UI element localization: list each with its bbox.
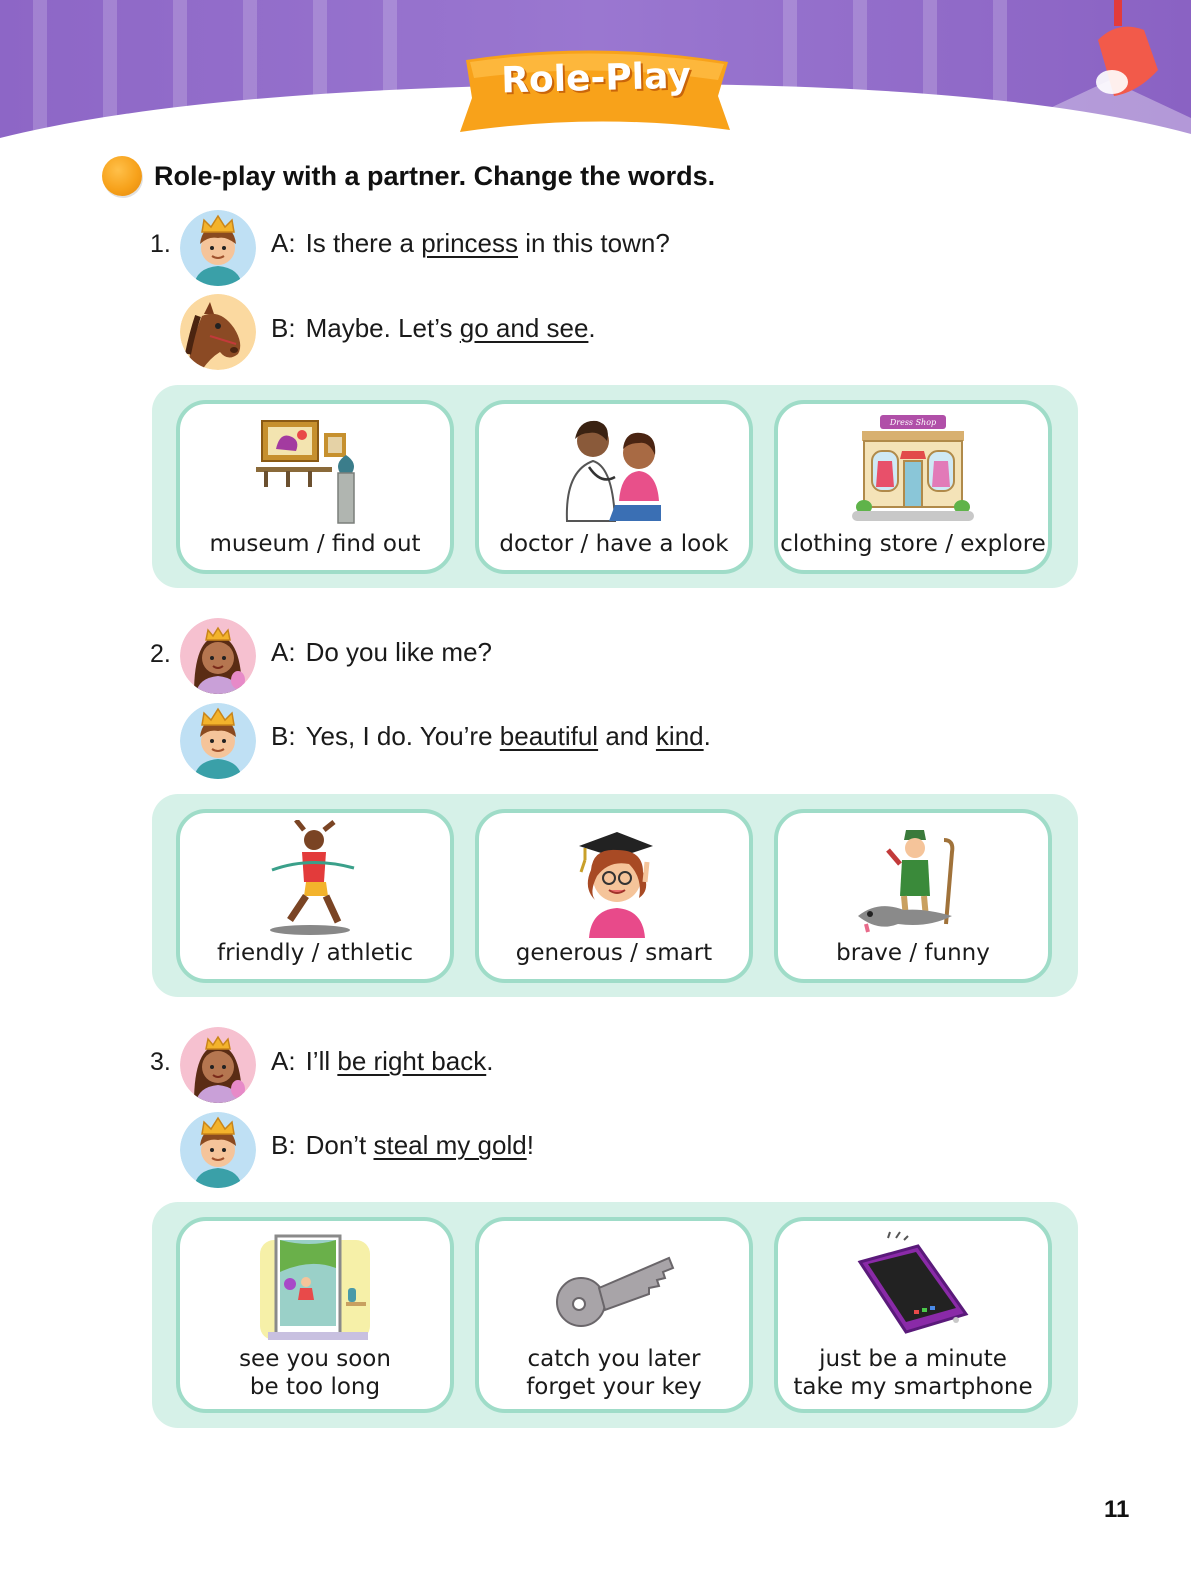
header-banner <box>0 0 1191 150</box>
dialogue-line-a <box>271 637 492 668</box>
dialogue-text: Yes, I do. You’re <box>305 721 500 751</box>
option-caption: catch you later <box>527 1346 701 1372</box>
speaker-label: A: <box>271 637 296 667</box>
option-card <box>475 1217 753 1413</box>
replaceable-word: beautiful <box>499 721 599 751</box>
dialogue-text: Maybe. Let’s <box>305 313 460 343</box>
dialogue-text: . <box>588 313 596 343</box>
dialogue-text: Is there a <box>305 228 422 258</box>
option-card <box>774 400 1052 574</box>
clothing-store-picture <box>778 410 1048 530</box>
word-options-panel <box>152 385 1078 588</box>
orange-bullet-icon <box>102 156 142 196</box>
instruction <box>102 156 715 196</box>
page-number: 11 <box>1104 1496 1130 1523</box>
option-caption: take my smartphone <box>793 1374 1033 1400</box>
word-options-panel <box>152 794 1078 997</box>
replaceable-word: princess <box>421 228 519 258</box>
runner-picture <box>180 819 450 939</box>
window-picture <box>180 1227 450 1347</box>
replaceable-word: steal my gold <box>373 1130 527 1160</box>
dialogue-line-b <box>271 721 711 752</box>
dialogue-text: . <box>703 721 711 751</box>
speaker-label: B: <box>271 313 296 343</box>
speaker-label: A: <box>271 1046 296 1076</box>
option-caption: be too long <box>249 1374 381 1400</box>
option-caption: brave / funny <box>836 940 990 966</box>
spotlight-icon <box>1088 0 1168 110</box>
store-sign-text: Dress Shop <box>889 418 937 427</box>
option-caption: forget your key <box>526 1374 702 1400</box>
option-card <box>774 1217 1052 1413</box>
option-caption: just be a minute <box>819 1346 1007 1372</box>
word-options-panel <box>152 1202 1078 1428</box>
dialogue-text: Don’t <box>305 1130 374 1160</box>
horse-avatar <box>180 294 256 370</box>
speaker-label: B: <box>271 721 296 751</box>
instruction-text: Role-play with a partner. Change the words. <box>154 160 716 191</box>
replaceable-word: kind <box>655 721 704 751</box>
dialogue-line-b <box>271 1130 534 1161</box>
option-card <box>774 809 1052 983</box>
option-card <box>176 809 454 983</box>
princess-avatar <box>180 618 256 694</box>
princess-avatar <box>180 1027 256 1103</box>
graduate-girl-picture <box>479 819 749 939</box>
dialogue-line-b <box>271 313 596 344</box>
option-card <box>176 1217 454 1413</box>
dialogue-line-a <box>271 1046 493 1077</box>
pied-piper-picture <box>778 819 1048 939</box>
option-caption: generous / smart <box>515 940 713 966</box>
option-caption: museum / find out <box>209 531 421 557</box>
dialogue-text: ! <box>526 1130 534 1160</box>
dialogue-text: I’ll <box>305 1046 338 1076</box>
museum-picture <box>180 410 450 530</box>
dialogue-text: and <box>598 721 656 751</box>
page-title: Role-Play <box>500 55 692 102</box>
exercise-number: 3. <box>150 1048 171 1076</box>
option-card <box>176 400 454 574</box>
option-caption: doctor / have a look <box>499 531 729 557</box>
dialogue-text: . <box>486 1046 494 1076</box>
prince-avatar <box>180 210 256 286</box>
option-caption: clothing store / explore <box>780 531 1046 557</box>
exercise-number: 2. <box>150 640 171 668</box>
dialogue-text: Do you like me? <box>305 637 492 667</box>
speaker-label: B: <box>271 1130 296 1160</box>
option-card <box>475 809 753 983</box>
speaker-label: A: <box>271 228 296 258</box>
smartphone-picture <box>778 1227 1048 1347</box>
key-picture <box>479 1227 749 1347</box>
option-card <box>475 400 753 574</box>
option-caption: friendly / athletic <box>217 940 413 966</box>
dialogue-line-a <box>271 228 670 259</box>
replaceable-word: be right back <box>337 1046 487 1076</box>
prince-avatar <box>180 1112 256 1188</box>
prince-avatar <box>180 703 256 779</box>
replaceable-word: go and see <box>459 313 589 343</box>
exercise-number: 1. <box>150 230 171 258</box>
dialogue-text: in this town? <box>518 228 670 258</box>
option-caption: see you soon <box>239 1346 391 1372</box>
doctor-picture <box>479 410 749 530</box>
